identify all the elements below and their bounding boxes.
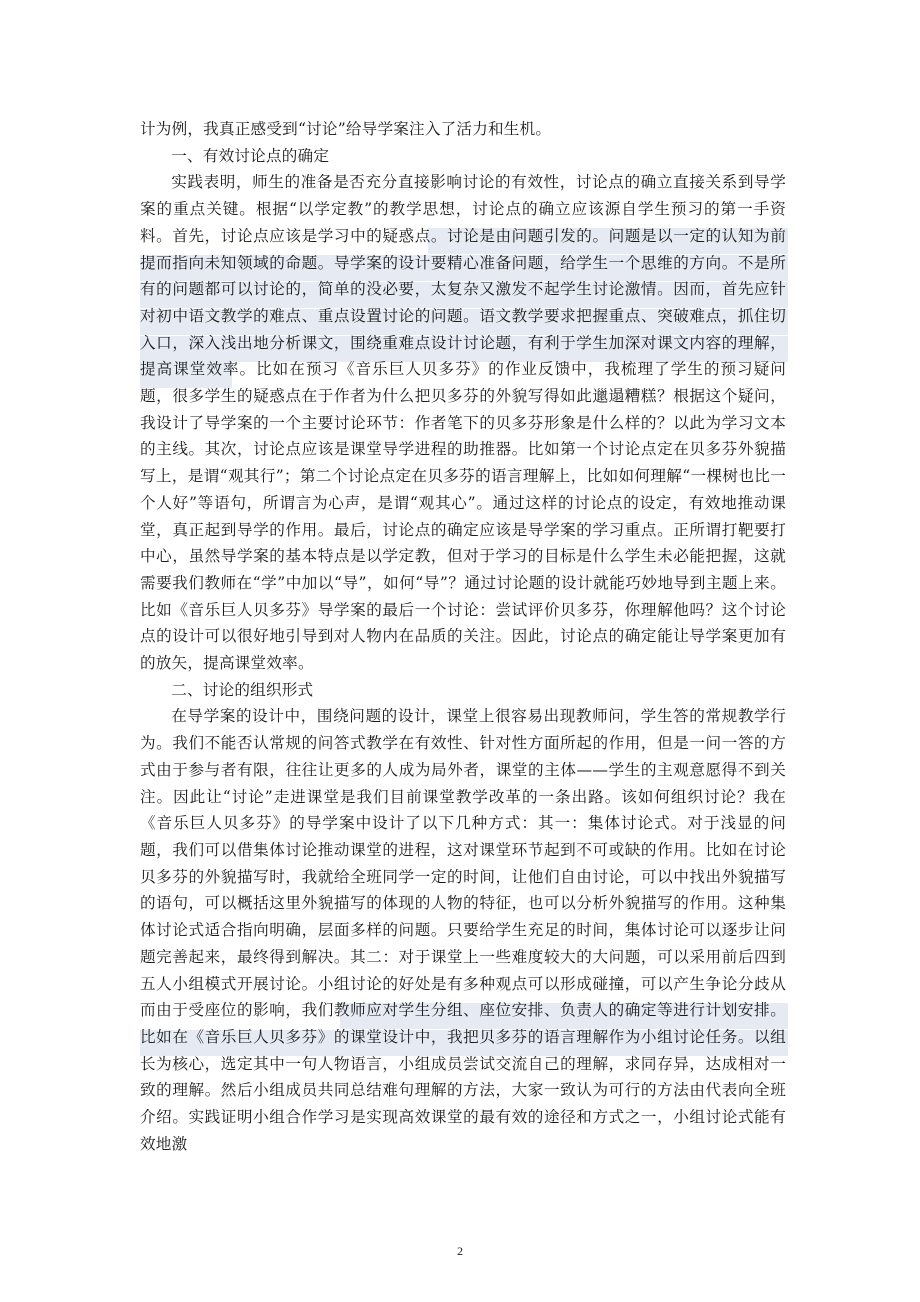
section-heading-1: 一、有效讨论点的确定 <box>171 146 330 165</box>
page-number: 2 <box>457 1244 463 1258</box>
paragraph-body-1: 实践表明，师生的准备是否充分直接影响讨论的有效性，讨论点的确立直接关系到导学案的重点关键。根据“以学定教”的教学思想，讨论点的确立应该源自学生预习的第一手资料。首先，讨论点应该是学习中的疑惑点。讨论是由问题引发的。问题是以一定的认知为前提而指向未知领域的命题。导学案的设计要精心准备问题，给学生一个思维的方向。不是所有的问题都可以讨论的，简单的没必要，太复杂又激发不起学生讨论激情。因而，首先应针对初中语文教学的难点、重点设置讨论的问题。语文教学要求把握重点、突破难点，抓住切入口，深入浅出地分析课文，围绕重难点设计讨论题，有利于学生加深对课文内容的理解，提高课堂效率。比如在预习《音乐巨人贝多芬》的作业反馈中，我梳理了学生的预习疑问题，很多学生的疑惑点在于作者为什么把贝多芬的外貌写得如此邋遢糟糕？根据这个疑问，我设计了导学案的一个主要讨论环节：作者笔下的贝多芬形象是什么样的？以此为学习文本的主线。其次，讨论点应该是课堂导学进程的助推器。比如第一个讨论点定在贝多芬外貌描写上，是谓“观其行”；第二个讨论点定在贝多芬的语言理解上，比如如何理解“一棵树也比一个人好”等语句，所谓言为心声，是谓“观其心”。通过这样的讨论点的设定，有效地推动课堂，真正起到导学的作用。最后，讨论点的确定应该是导学案的学习重点。正所谓打靶要打中心，虽然导学案的基本特点是以学定教，但对于学习的目标是什么学生未必能把握，这就需要我们教师在“学”中加以“导”，如何“导”？通过讨论题的设计就能巧妙地导到主题上来。比如《音乐巨人贝多芬》导学案的最后一个讨论：尝试评价贝多芬，你理解他吗？这个讨论点的设计可以很好地引导到对人物内在品质的关注。因此，讨论点的确定能让导学案更加有的放矢，提高课堂效率。 <box>140 173 786 673</box>
paragraph-continuation: 计为例，我真正感受到“讨论”给导学案注入了活力和生机。 <box>140 120 552 138</box>
paragraph-body-2: 在导学案的设计中，围绕问题的设计，课堂上很容易出现教师问，学生答的常规教学行为。我们不能否认常规的问答式教学在有效性、针对性方面所起的作用，但是一问一答的方式由于参与者有限，往往让更多的人成为局外者，课堂的主体——学生的主观意愿得不到关注。因此让“讨论”走进课堂是我们目前课堂教学改革的一条出路。该如何组织讨论？我在《音乐巨人贝多芬》的导学案中设计了以下几种方式：其一：集体讨论式。对于浅显的问题，我们可以借集体讨论推动课堂的进程，这对课堂环节起到不可或缺的作用。比如在讨论贝多芬的外貌描写时，我就给全班同学一定的时间，让他们自由讨论，可以中找出外貌描写的语句，可以概括这里外貌描写的体现的人物的特征，也可以分析外貌描写的作用。这种集体讨论式适合指向明确，层面多样的问题。只要给学生充足的时间，集体讨论可以逐步让问题完善起来，最终得到解决。其二：对于课堂上一些难度较大的大问题，可以采用前后四到五人小组模式开展讨论。小组讨论的好处是有多种观点可以形成碰撞，可以产生争论分歧从而由于受座位的影响，我们教师应对学生分组、座位安排、负责人的确定等进行计划安排。比如在《音乐巨人贝多芬》的课堂设计中，我把贝多芬的语言理解作为小组讨论任务。以组长为核心，选定其中一句人物语言，小组成员尝试交流自己的理解，求同存异，达成相对一致的理解。然后小组成员共同总结难句理解的方法，大家一致认为可行的方法由代表向全班介绍。实践证明小组合作学习是实现高效课堂的最有效的途径和方式之一，小组讨论式能有效地激 <box>140 707 786 1153</box>
section-heading-2: 二、讨论的组织形式 <box>171 680 314 699</box>
document-body <box>140 116 786 1157</box>
